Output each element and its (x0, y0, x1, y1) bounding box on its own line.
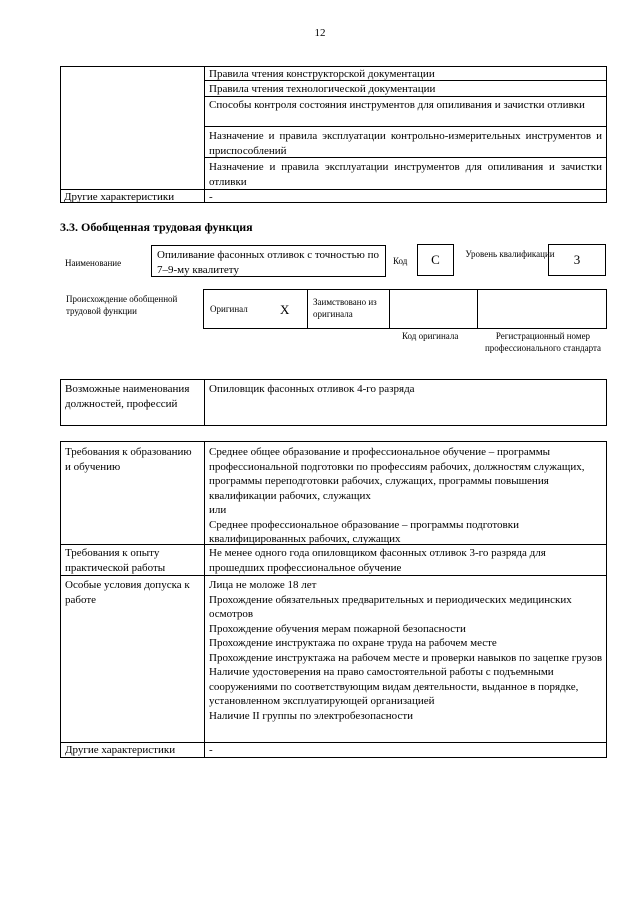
table-row: Назначение и правила эксплуатации инструментов для опиливания и зачистки отливки (209, 161, 602, 188)
other-characteristics-row (61, 189, 606, 204)
list-item: Прохождение инструктажа по охране труда на рабочем месте (209, 637, 497, 649)
list-item: Наличие удостоверения на право самостоятельной работы с подъемными сооружениями по соответствующим видам деятельности, выданное в порядке, установленном эксплуатирующей организацией (209, 666, 579, 707)
positions-value: Опиловщик фасонных отливок 4-го разряда (209, 383, 415, 395)
origin-table (203, 289, 607, 329)
knowledge-left-column (61, 67, 205, 202)
experience-value: Не менее одного года опиловщиком фасонных отливок 3-го разряда для прошедших профессиональное обучение (209, 547, 546, 574)
other-characteristics-label: Другие характеристики (65, 744, 176, 756)
table-row: Назначение и правила эксплуатации контрольно-измерительных инструментов и приспособлений (205, 127, 606, 158)
special-label: Особые условия допуска к работе (65, 579, 190, 606)
positions-table (60, 379, 607, 426)
education-value: Среднее общее образование и профессиональное обучение – программы профессиональной подготовки по профессиям рабочих, должностям служащих, программы переподготовки рабочих, служащих, программы повышения квалификации рабочих, служащих или Среднее профессиональное образование – программы подготовки квалифицированных рабочих, служащих (209, 446, 585, 545)
code-value: С (431, 252, 440, 267)
list-item: Прохождение обязательных предварительных и периодических медицинских осмотров (209, 593, 572, 620)
level-box (548, 244, 606, 276)
section-title: 3.3. Обобщенная трудовая функция (60, 220, 253, 234)
knowledge-table (60, 66, 607, 203)
code-label: Код (393, 256, 408, 266)
level-label: Уровень квалификации (465, 249, 555, 259)
table-row: Правила чтения конструкторской документации (205, 67, 606, 81)
reg-number-caption: Регистрационный номер профессионального стандарта (484, 331, 602, 353)
function-name-value: Опиливание фасонных отливок с точностью по 7–9-му квалитету (157, 249, 379, 276)
borrowed-label: Заимствовано из оригинала (313, 297, 377, 319)
other-characteristics-value: - (209, 744, 213, 756)
table-row: Правила чтения технологической документации (205, 81, 606, 97)
code-box (417, 244, 454, 276)
requirements-table (60, 441, 607, 758)
other-characteristics-label: Другие характеристики (64, 191, 175, 203)
name-label: Наименование (65, 258, 122, 268)
education-label: Требования к образованию и обучению (65, 446, 192, 473)
list-item: Прохождение обучения мерам пожарной безопасности (209, 622, 466, 635)
positions-label: Возможные наименования должностей, профессий (65, 383, 190, 410)
level-value: 3 (573, 252, 581, 267)
page-number: 12 (314, 27, 326, 39)
list-item: Наличие II группы по электробезопасности (209, 709, 414, 722)
list-item: Прохождение инструктажа на рабочем месте и проверки навыков по зацепке грузов (209, 651, 603, 664)
original-mark: X (280, 302, 290, 317)
table-row: Способы контроля состояния инструментов для опиливания и зачистки отливки (205, 97, 606, 127)
experience-label: Требования к опыту практической работы (65, 547, 166, 574)
original-label: Оригинал (210, 304, 248, 314)
other-characteristics-value: - (209, 191, 213, 203)
list-item: Лица не моложе 18 лет (209, 579, 317, 591)
code-original-caption: Код оригинала (402, 331, 459, 341)
origin-label: Происхождение обобщенной трудовой функции (66, 294, 178, 316)
special-list (209, 578, 603, 723)
function-name-box (151, 245, 386, 277)
